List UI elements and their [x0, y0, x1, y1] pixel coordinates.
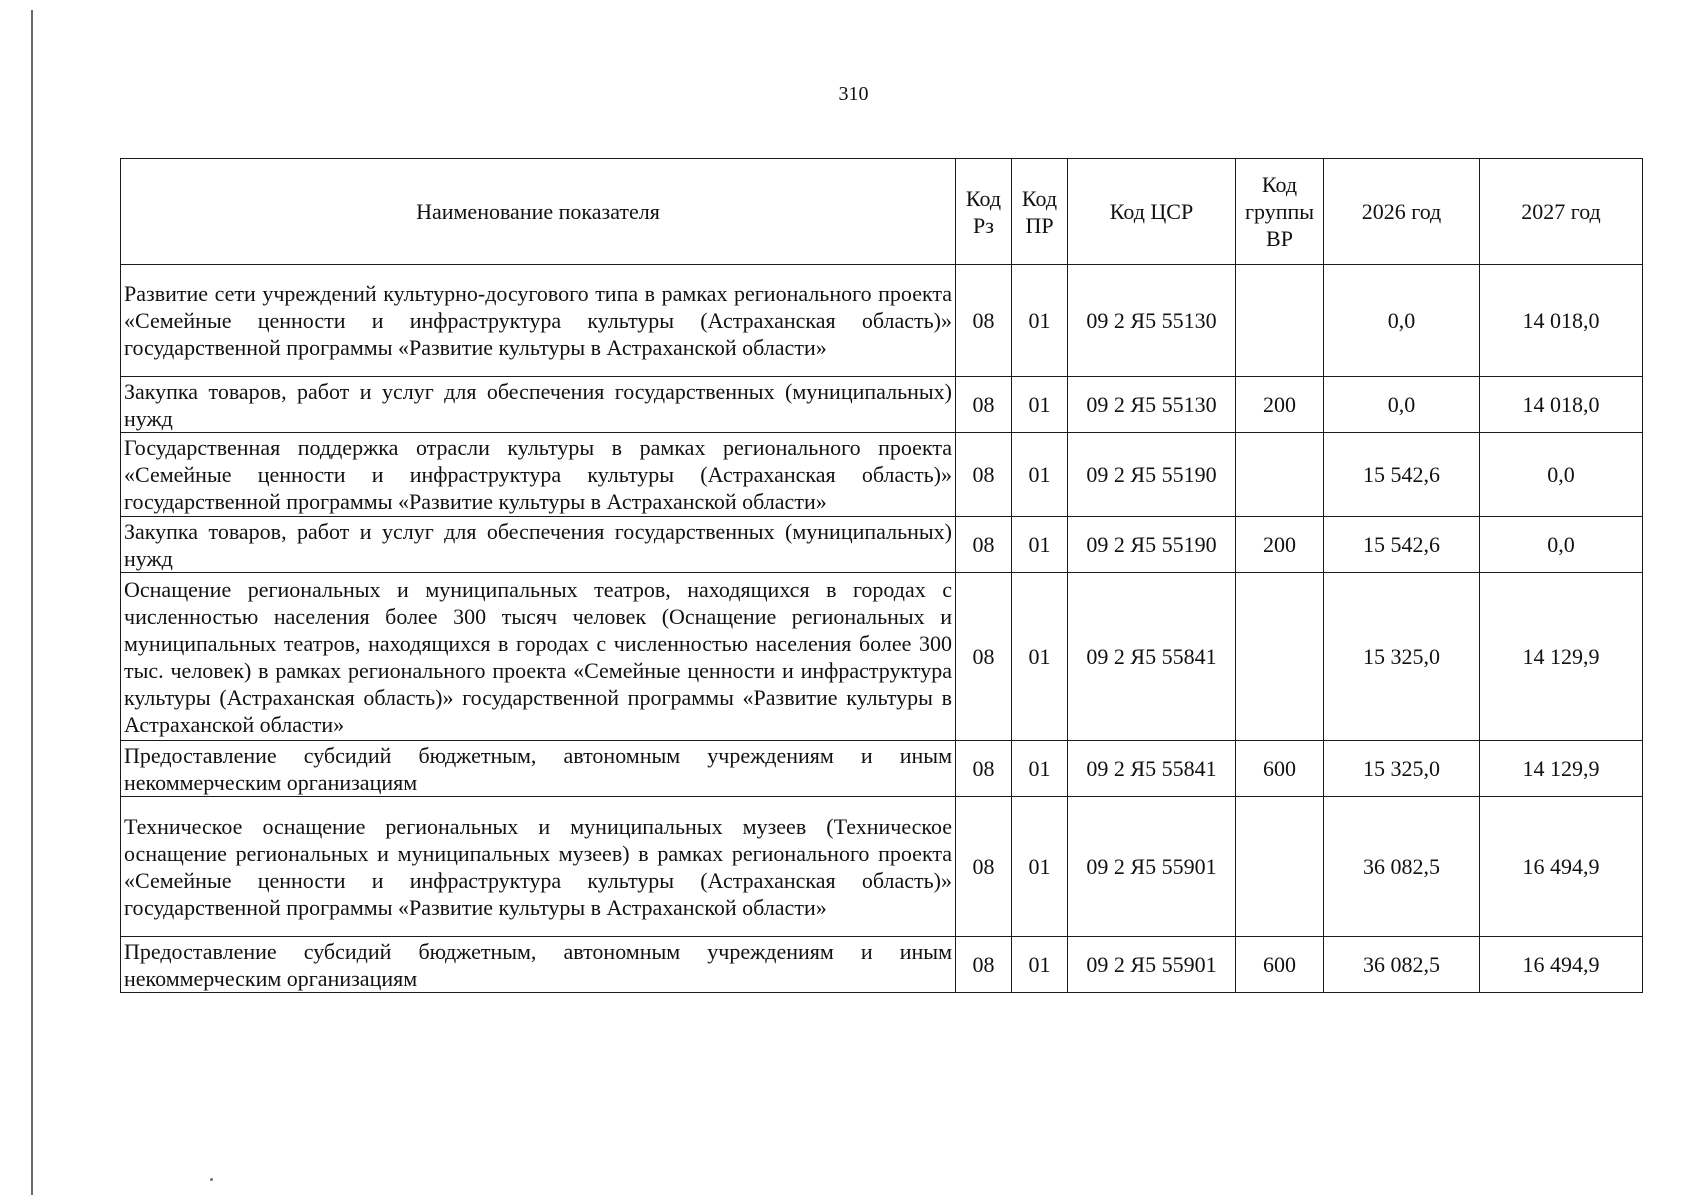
- cell-pr: 01: [1012, 517, 1068, 573]
- table-row: [121, 573, 1643, 741]
- scan-speck: [210, 1178, 213, 1181]
- cell-vr: 600: [1236, 741, 1324, 797]
- header-csr: Код ЦСР: [1068, 159, 1236, 265]
- cell-2026: 15 542,6: [1324, 433, 1480, 517]
- cell-2027: 14 129,9: [1480, 741, 1643, 797]
- cell-name: Закупка товаров, работ и услуг для обеспечения государственных (муниципальных) нужд: [121, 517, 956, 573]
- cell-pr: 01: [1012, 937, 1068, 993]
- cell-2027: 0,0: [1480, 517, 1643, 573]
- cell-pr: 01: [1012, 797, 1068, 937]
- cell-csr: 09 2 Я5 55190: [1068, 433, 1236, 517]
- cell-rz: 08: [956, 377, 1012, 433]
- header-name: Наименование показателя: [121, 159, 956, 265]
- table-row: [121, 797, 1643, 937]
- header-2026: 2026 год: [1324, 159, 1480, 265]
- cell-vr: 600: [1236, 937, 1324, 993]
- cell-vr: [1236, 797, 1324, 937]
- cell-rz: 08: [956, 741, 1012, 797]
- cell-vr: [1236, 433, 1324, 517]
- cell-pr: 01: [1012, 573, 1068, 741]
- cell-rz: 08: [956, 265, 1012, 377]
- cell-2026: 15 542,6: [1324, 517, 1480, 573]
- cell-vr: 200: [1236, 517, 1324, 573]
- cell-2027: 14 018,0: [1480, 377, 1643, 433]
- cell-pr: 01: [1012, 433, 1068, 517]
- cell-csr: 09 2 Я5 55841: [1068, 573, 1236, 741]
- header-rz: Код Рз: [956, 159, 1012, 265]
- cell-2026: 0,0: [1324, 377, 1480, 433]
- header-row: [121, 159, 1643, 265]
- table-row: [121, 377, 1643, 433]
- page-number: 310: [838, 83, 869, 105]
- header-vr: Код группы ВР: [1236, 159, 1324, 265]
- table-row: [121, 741, 1643, 797]
- cell-2026: 36 082,5: [1324, 797, 1480, 937]
- cell-2026: 15 325,0: [1324, 741, 1480, 797]
- table-row: [121, 265, 1643, 377]
- cell-2027: 0,0: [1480, 433, 1643, 517]
- cell-name: Предоставление субсидий бюджетным, автономным учреждениям и иным некоммерческим организациям: [121, 741, 956, 797]
- cell-csr: 09 2 Я5 55901: [1068, 937, 1236, 993]
- cell-csr: 09 2 Я5 55130: [1068, 265, 1236, 377]
- cell-name: Предоставление субсидий бюджетным, автономным учреждениям и иным некоммерческим организациям: [121, 937, 956, 993]
- cell-name: Оснащение региональных и муниципальных театров, находящихся в городах с численностью населения более 300 тысяч человек (Оснащение региональных и муниципальных театров, находящихся в городах с численностью населения более 300 тыс. человек) в рамках регионального проекта «Семейные ценности и инфраструктура культуры (Астраханская область)» государственной программы «Развитие культуры в Астраханской области»: [121, 573, 956, 741]
- cell-name: Развитие сети учреждений культурно-досугового типа в рамках регионального проекта «Семейные ценности и инфраструктура культуры (Астраханская область)» государственной программы «Развитие культуры в Астраханской области»: [121, 265, 956, 377]
- cell-vr: 200: [1236, 377, 1324, 433]
- cell-name: Закупка товаров, работ и услуг для обеспечения государственных (муниципальных) нужд: [121, 377, 956, 433]
- cell-rz: 08: [956, 433, 1012, 517]
- cell-csr: 09 2 Я5 55901: [1068, 797, 1236, 937]
- cell-2027: 14 129,9: [1480, 573, 1643, 741]
- cell-pr: 01: [1012, 377, 1068, 433]
- cell-2026: 0,0: [1324, 265, 1480, 377]
- cell-name: Государственная поддержка отрасли культуры в рамках регионального проекта «Семейные ценности и инфраструктура культуры (Астраханская область)» государственной программы «Развитие культуры в Астраханской области»: [121, 433, 956, 517]
- budget-table: [120, 158, 1643, 993]
- cell-csr: 09 2 Я5 55841: [1068, 741, 1236, 797]
- table-header: [121, 159, 1643, 265]
- table-row: [121, 517, 1643, 573]
- table-body: [121, 265, 1643, 993]
- cell-pr: 01: [1012, 741, 1068, 797]
- cell-vr: [1236, 573, 1324, 741]
- table-row: [121, 937, 1643, 993]
- cell-2027: 14 018,0: [1480, 265, 1643, 377]
- cell-2026: 36 082,5: [1324, 937, 1480, 993]
- cell-csr: 09 2 Я5 55190: [1068, 517, 1236, 573]
- cell-csr: 09 2 Я5 55130: [1068, 377, 1236, 433]
- cell-2027: 16 494,9: [1480, 797, 1643, 937]
- page-left-border: [31, 10, 33, 1195]
- cell-2026: 15 325,0: [1324, 573, 1480, 741]
- cell-rz: 08: [956, 797, 1012, 937]
- cell-2027: 16 494,9: [1480, 937, 1643, 993]
- table-row: [121, 433, 1643, 517]
- header-2027: 2027 год: [1480, 159, 1643, 265]
- cell-vr: [1236, 265, 1324, 377]
- cell-pr: 01: [1012, 265, 1068, 377]
- cell-rz: 08: [956, 517, 1012, 573]
- cell-rz: 08: [956, 573, 1012, 741]
- cell-rz: 08: [956, 937, 1012, 993]
- header-pr: Код ПР: [1012, 159, 1068, 265]
- cell-name: Техническое оснащение региональных и муниципальных музеев (Техническое оснащение региональных и муниципальных музеев) в рамках регионального проекта «Семейные ценности и инфраструктура культуры (Астраханская область)» государственной программы «Развитие культуры в Астраханской области»: [121, 797, 956, 937]
